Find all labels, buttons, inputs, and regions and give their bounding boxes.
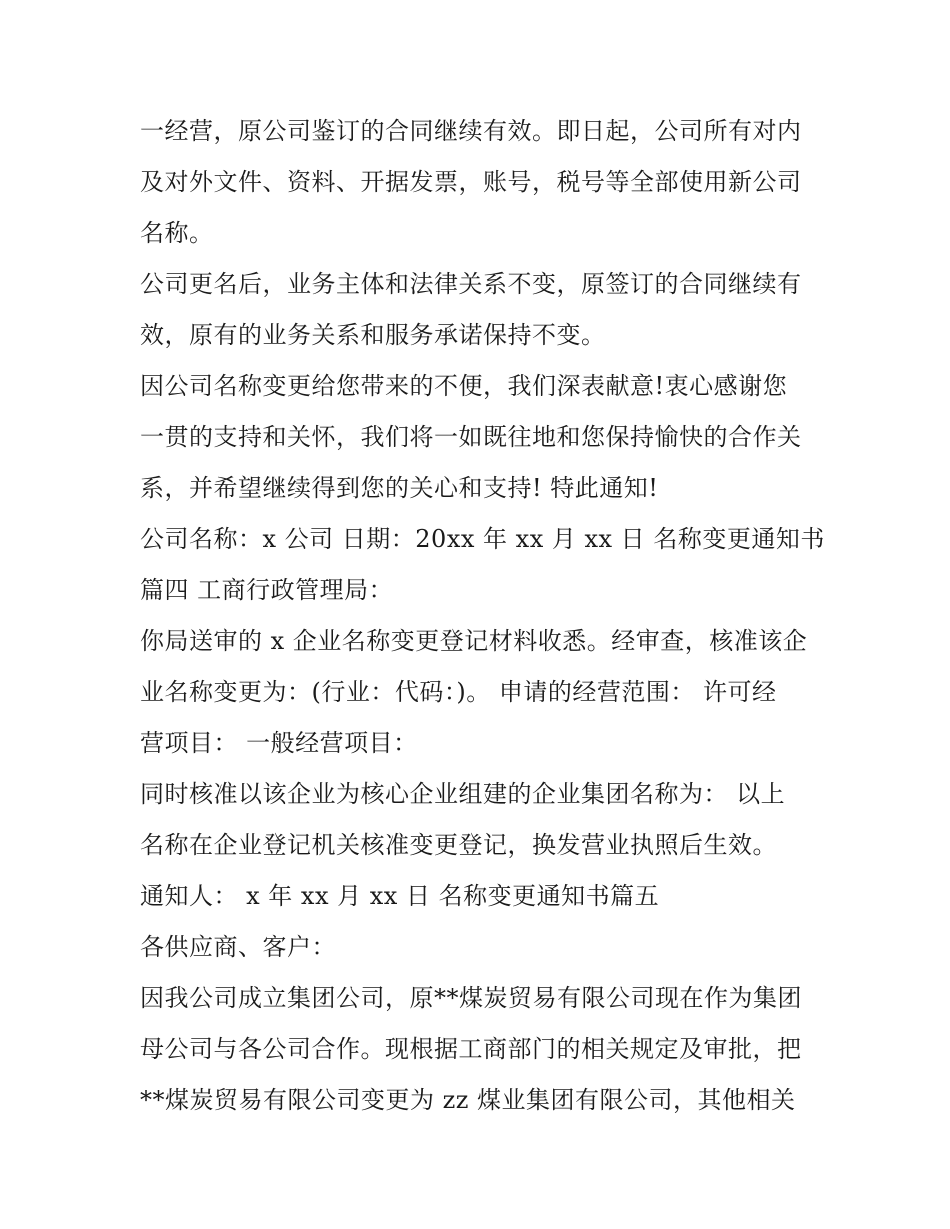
text-line: 一贯的支持和关怀，我们将一如既往地和您保持愉快的合作关	[140, 423, 802, 451]
text-line: 母公司与各公司合作。现根据工商部门的相关规定及审批，把	[140, 1035, 802, 1063]
text-line: **煤炭贸易有限公司变更为 zz 煤业集团有限公司，其他相关	[140, 1086, 796, 1114]
text-line: 名称。	[140, 219, 214, 247]
text-line: 公司名称：x 公司 日期：20xx 年 xx 月 xx 日 名称变更通知书	[140, 525, 825, 553]
text-line: 及对外文件、资料、开据发票，账号，税号等全部使用新公司	[140, 168, 802, 196]
text-line: 营项目： 一般经营项目：	[140, 729, 418, 757]
text-line: 一经营，原公司鉴订的合同继续有效。即日起，公司所有对内	[140, 117, 802, 145]
text-line: 系，并希望继续得到您的关心和支持! 特此通知!	[140, 474, 659, 502]
text-line: 效，原有的业务关系和服务承诺保持不变。	[140, 321, 606, 349]
text-line: 通知人： x 年 xx 月 xx 日 名称变更通知书篇五	[140, 882, 660, 910]
text-line: 你局送审的 x 企业名称变更登记材料收悉。经审查，核准该企	[140, 627, 808, 655]
text-line: 各供应商、客户：	[140, 933, 336, 961]
text-line: 业名称变更为：(行业：代码：)。 申请的经营范围： 许可经	[140, 678, 777, 706]
text-line: 同时核准以该企业为核心企业组建的企业集团名称为： 以上	[140, 780, 786, 808]
text-line: 因公司名称变更给您带来的不便，我们深表献意!衷心感谢您	[140, 372, 788, 400]
text-line: 名称在企业登记机关核准变更登记，换发营业执照后生效。	[140, 831, 777, 859]
text-line: 篇四 工商行政管理局：	[140, 576, 394, 604]
document-body	[140, 106, 825, 1126]
text-line: 公司更名后，业务主体和法律关系不变，原签订的合同继续有	[140, 270, 802, 298]
text-line: 因我公司成立集团公司，原**煤炭贸易有限公司现在作为集团	[140, 984, 802, 1012]
